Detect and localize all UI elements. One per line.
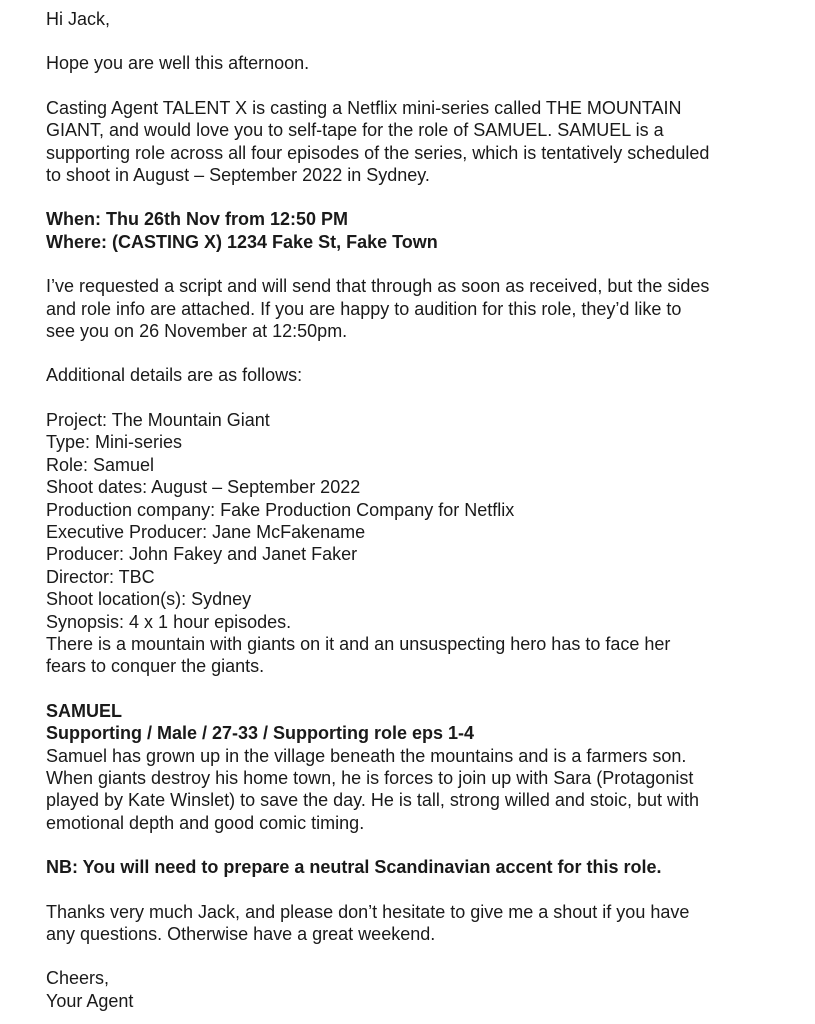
role-summary: Supporting / Male / 27-33 / Supporting role eps 1-4 [46, 723, 475, 744]
role-name: SAMUEL [46, 700, 122, 721]
when-label: When: [46, 209, 101, 230]
closing-line: any questions. Otherwise have a great weekend. [46, 924, 436, 944]
details-list [46, 409, 786, 678]
audition-info [46, 208, 786, 253]
signature: Your Agent [46, 990, 134, 1011]
detail-item: Executive Producer: Jane McFakename [46, 521, 366, 542]
role-breakdown [46, 700, 786, 834]
when-line [46, 208, 786, 230]
script-line: and role info are attached. If you are happy to audition for this role, they’d like to [46, 298, 682, 319]
script-line: I’ve requested a script and will send that through as soon as received, but the sides [46, 276, 710, 297]
intro-line: GIANT, and would love you to self-tape for the role of SAMUEL. SAMUEL is a [46, 120, 664, 141]
signoff: Cheers, [46, 968, 110, 989]
detail-item: Director: TBC [46, 566, 155, 587]
detail-item: Producer: John Fakey and Janet Faker [46, 544, 358, 565]
role-description-line: Samuel has grown up in the village beneath the mountains and is a farmers son. [46, 745, 687, 766]
detail-item: Shoot dates: August – September 2022 [46, 477, 361, 498]
detail-item: Role: Samuel [46, 454, 155, 475]
intro-paragraph [46, 97, 786, 187]
closing-line: Thanks very much Jack, and please don’t hesitate to give me a shout if you have [46, 901, 690, 922]
details-intro: Additional details are as follows: [46, 365, 303, 386]
detail-item: fears to conquer the giants. [46, 656, 265, 677]
role-description-line: emotional depth and good comic timing. [46, 812, 365, 833]
script-paragraph [46, 275, 786, 342]
role-description-line: When giants destroy his home town, he is forces to join up with Sara (Protagonist [46, 767, 694, 788]
email-body [46, 8, 786, 1012]
detail-item: Shoot location(s): Sydney [46, 589, 252, 610]
where-line: Where: (CASTING X) 1234 Fake St, Fake Town [46, 231, 438, 252]
role-description-line: played by Kate Winslet) to save the day. He is tall, strong willed and stoic, but with [46, 790, 699, 811]
opening-line: Hope you are well this afternoon. [46, 53, 310, 74]
script-line: see you on 26 November at 12:50pm. [46, 321, 348, 342]
closing-paragraph [46, 901, 786, 946]
detail-item: Type: Mini-series [46, 432, 183, 453]
nb-note: NB: You will need to prepare a neutral Scandinavian accent for this role. [46, 857, 662, 878]
greeting: Hi Jack, [46, 9, 111, 29]
intro-line: supporting role across all four episodes of the series, which is tentatively scheduled [46, 142, 710, 163]
detail-item: Production company: Fake Production Company for Netflix [46, 499, 515, 520]
detail-item: There is a mountain with giants on it and an unsuspecting hero has to face her [46, 633, 671, 654]
intro-line: Casting Agent TALENT X is casting a Netflix mini-series called THE MOUNTAIN [46, 97, 682, 118]
when-value: Thu 26th Nov from 12:50 PM [100, 209, 349, 230]
detail-item: Synopsis: 4 x 1 hour episodes. [46, 611, 292, 632]
detail-item: Project: The Mountain Giant [46, 409, 270, 430]
intro-line: to shoot in August – September 2022 in Sydney. [46, 165, 430, 186]
